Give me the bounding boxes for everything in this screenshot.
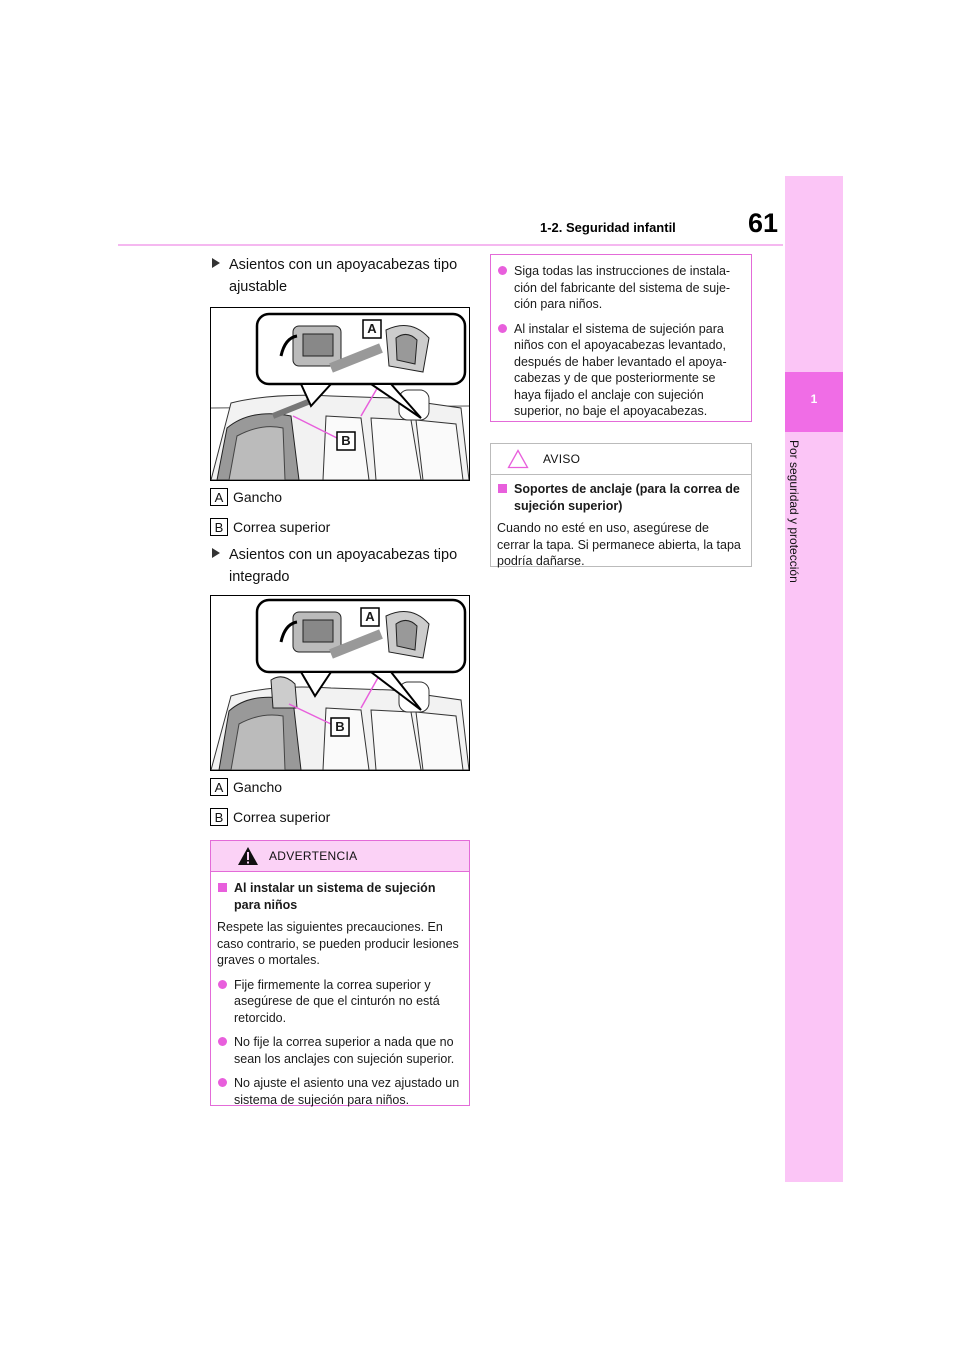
notice-title: AVISO — [543, 452, 581, 466]
warning-bullet — [497, 321, 745, 420]
legend-label-hook: Gancho — [233, 779, 283, 795]
caution-triangle-icon — [507, 449, 529, 469]
legend-row-b — [210, 808, 330, 826]
triangle-bullet-icon — [212, 258, 220, 268]
warning-bullet — [217, 1034, 463, 1067]
legend-label-top-strap: Correa superior — [233, 519, 331, 535]
square-bullet-icon — [218, 883, 227, 892]
seat-anchor-illustration — [211, 596, 469, 770]
subheading-integrated-headrest — [212, 544, 472, 588]
chapter-title — [787, 440, 807, 640]
warning-bullet-text: Siga todas las instrucciones de instala-ción del fabricante del sistema de suje-ción para niños. — [514, 264, 731, 311]
warning-bullet — [217, 1075, 463, 1108]
bullet-dot-icon — [218, 1078, 227, 1087]
warning-bullet — [217, 977, 463, 1027]
seat-anchor-illustration — [211, 308, 469, 480]
warning-box — [210, 840, 470, 1106]
legend-row-b — [210, 518, 330, 536]
warning-intro: Respete las siguientes precauciones. En caso contrario, se pueden producir lesiones graves o mortales. — [217, 920, 459, 967]
subheading-text: Asientos con un apoyacabezas tipo ajustable — [229, 257, 458, 295]
warning-heading-text: Al instalar un sistema de sujeción para niños — [234, 881, 436, 912]
notice-text: Cuando no esté en uso, asegúrese de cerrar la tapa. Si permanece abierta, la tapa podría dañarse. — [497, 521, 741, 568]
figure-adjustable-headrest — [210, 307, 470, 481]
figure-label-b: B — [341, 433, 351, 448]
legend-key-a: A — [210, 488, 228, 506]
bullet-dot-icon — [498, 266, 507, 275]
notice-heading — [497, 481, 745, 514]
legend-key-b: B — [210, 808, 228, 826]
warning-bullet-text: Al instalar el sistema de sujeción para niños con el apoyacabezas levantado, después de haber levantado el apoya-cabezas y de que posteriormente se haya fijado el anclaje con sujeción superior, no baje el apoyacabezas. — [514, 321, 727, 418]
square-bullet-icon — [498, 484, 507, 493]
warning-title: ADVERTENCIA — [269, 849, 358, 863]
triangle-bullet-icon — [212, 548, 220, 558]
chapter-number: 1 — [810, 392, 818, 406]
figure-label-b: B — [335, 719, 345, 734]
header-divider — [118, 244, 783, 246]
legend-key-a: A — [210, 778, 228, 796]
warning-triangle-icon — [237, 846, 259, 866]
figure-integrated-headrest — [210, 595, 470, 771]
legend-key-b: B — [210, 518, 228, 536]
legend-label-top-strap: Correa superior — [233, 809, 331, 825]
subheading-adjustable-headrest — [212, 254, 472, 298]
bullet-dot-icon — [218, 1037, 227, 1046]
legend-row-a — [210, 778, 282, 796]
chapter-side-tab — [785, 176, 843, 1182]
legend-row-a — [210, 488, 282, 506]
legend-label-hook: Gancho — [233, 489, 283, 505]
page-number: 61 — [748, 208, 779, 238]
notice-header — [491, 444, 751, 475]
warning-heading — [217, 880, 463, 913]
bullet-dot-icon — [498, 324, 507, 333]
notice-heading-text: Soportes de anclaje (para la correa de sujeción superior) — [514, 482, 740, 513]
warning-bullet-text: Fije firmemente la correa superior y asegúrese de que el cinturón no está retorcido. — [234, 977, 440, 1025]
chapter-title-text: Por seguridad y protección — [787, 440, 801, 583]
bullet-dot-icon — [218, 980, 227, 989]
subheading-text: Asientos con un apoyacabezas tipo integrado — [229, 547, 458, 585]
notice-box — [490, 443, 752, 567]
warning-header — [211, 841, 469, 872]
section-title: 1-2. Seguridad infantil — [540, 220, 676, 235]
figure-label-a: A — [367, 321, 377, 336]
warning-bullet-text: No ajuste el asiento una vez ajustado un sistema de sujeción para niños. — [234, 1076, 460, 1107]
figure-label-a: A — [365, 609, 375, 624]
warning-bullet-text: No fije la correa superior a nada que no sean los anclajes con sujeción superior. — [234, 1035, 455, 1066]
warning-continued-box — [490, 254, 752, 422]
warning-bullet — [497, 263, 745, 313]
